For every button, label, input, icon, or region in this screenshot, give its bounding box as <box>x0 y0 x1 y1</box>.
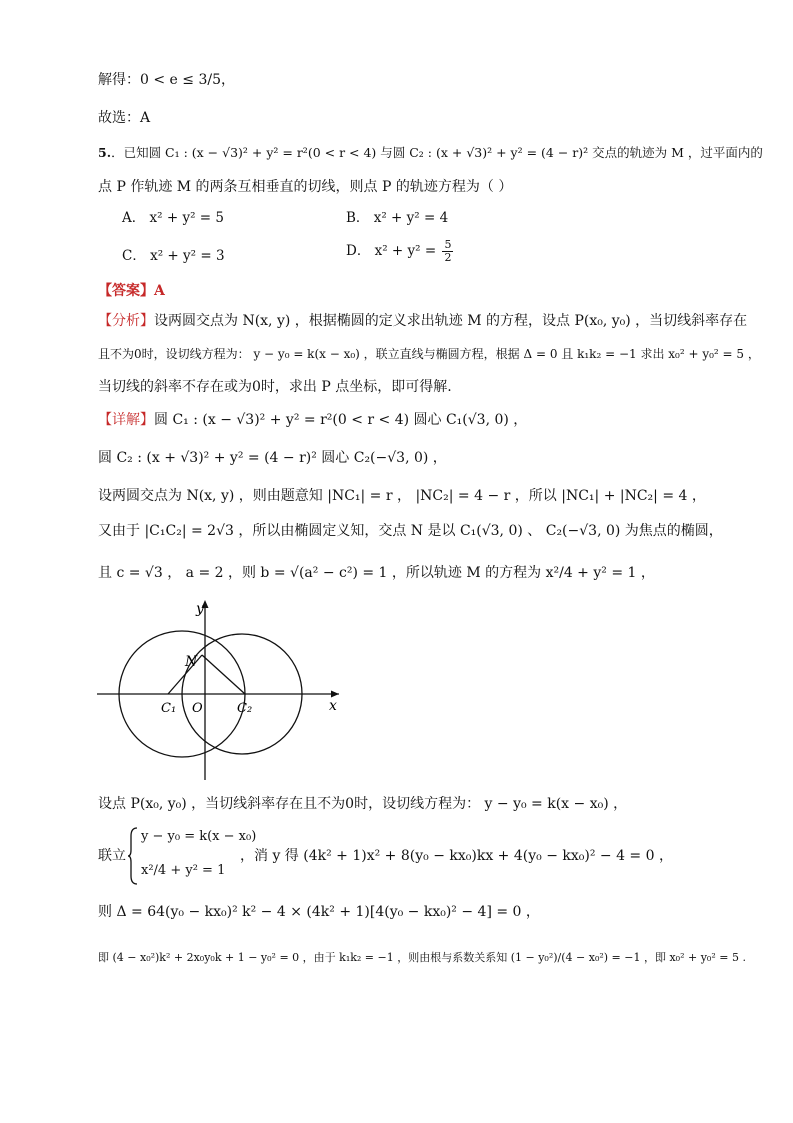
analysis-line-3 <box>98 377 452 397</box>
label-o: O <box>192 701 203 716</box>
detail-line-1 <box>98 410 527 430</box>
option-d-fraction <box>442 239 453 264</box>
label-x: x <box>329 698 337 714</box>
option-a-text: A． x² + y² = 5 <box>122 210 224 226</box>
analysis-text-1: 设两圆交点为 N(x, y) ，根据椭圆的定义求出轨迹 M 的方程，设点 P(x₀, y₀) ，当切线斜率存在 <box>154 313 748 329</box>
detail-text-4: 又由于 |C₁C₂| = 2√3 ，所以由椭圆定义知，交点 N 是以 C₁(√3, 0) 、 C₂(−√3, 0) 为焦点的椭圆， <box>98 523 723 539</box>
option-d-text: D． x² + y² = <box>346 243 437 259</box>
system-eq-2 <box>141 861 225 881</box>
detail-line-7 <box>98 902 540 922</box>
frac-den: 2 <box>444 251 452 264</box>
option-b-text: B． x² + y² = 4 <box>346 210 449 226</box>
label-y: y <box>196 601 204 617</box>
detail-line-3 <box>98 486 706 506</box>
question-text-2: 点 P 作轨迹 M 的两条互相垂直的切线，则点 P 的轨迹方程为（ ） <box>98 179 513 195</box>
choose-line <box>98 108 150 128</box>
x-axis-arrow <box>331 691 339 698</box>
question-text-1: ．已知圆 C₁ : (x − √3)² + y² = r²(0 < r < 4) 与圆 C₂ : (x + √3)² + y² = (4 − r)² 交点的轨迹为 M ，过平面内的 <box>111 145 763 160</box>
detail-text-7: 则 Δ = 64(y₀ − kx₀)² k² − 4 × (4k² + 1)[4(y₀ − kx₀)² − 4] = 0 ， <box>98 904 540 920</box>
system-eq-1 <box>141 827 256 847</box>
detail-line-5 <box>98 563 655 583</box>
brace-icon <box>127 826 139 886</box>
detail-line-2 <box>98 448 447 468</box>
analysis-text-3: 当切线的斜率不存在或为0时，求出 P 点坐标，即可得解. <box>98 379 452 395</box>
system-eq-1-text: y − y₀ = k(x − x₀) <box>141 829 257 844</box>
choose-text: 故选：A <box>98 110 151 126</box>
detail-text-3: 设两圆交点为 N(x, y) ，则由题意知 |NC₁| = r ， |NC₂| = 4 − r ，所以 |NC₁| + |NC₂| = 4 ， <box>98 488 706 504</box>
system-brace <box>127 826 139 886</box>
frac-num: 5 <box>444 238 452 251</box>
system-prefix: 联立 <box>98 848 126 864</box>
question-line-1 <box>98 143 763 163</box>
segment-n-c2 <box>202 655 245 694</box>
system-suffix-line <box>240 846 673 866</box>
detail-text-6: 设点 P(x₀, y₀) ，当切线斜率存在且不为0时，设切线方程为： y − y₀ = k(x − x₀) ， <box>98 796 628 812</box>
detail-tag: 【详解】 <box>98 412 154 428</box>
answer-line <box>98 281 165 301</box>
detail-text-2: 圆 C₂ : (x + √3)² + y² = (4 − r)² 圆心 C₂(−√3, 0) ， <box>98 450 447 466</box>
solve-result-text: 解得：0 < e ≤ 3/5， <box>98 72 235 88</box>
system-eq-2-text: x²/4 + y² = 1 <box>141 863 226 878</box>
analysis-tag: 【分析】 <box>98 313 154 329</box>
question-number: 5. <box>98 145 112 160</box>
option-c <box>122 244 225 264</box>
question-line-2 <box>98 177 512 197</box>
detail-text-1: 圆 C₁ : (x − √3)² + y² = r²(0 < r < 4) 圆心 C₁(√3, 0) ， <box>154 412 528 428</box>
ellipse-construction-figure <box>95 596 355 786</box>
detail-line-6 <box>98 794 627 814</box>
label-c1: C₁ <box>161 701 177 716</box>
detail-line-4 <box>98 521 723 541</box>
analysis-line-1 <box>98 311 747 331</box>
label-n: N <box>185 654 198 670</box>
system-prefix-line <box>98 846 126 866</box>
option-a <box>122 206 224 226</box>
detail-text-5: 且 c = √3 ， a = 2 ，则 b = √(a² − c²) = 1 ，所以轨迹 M 的方程为 x²/4 + y² = 1 ， <box>98 565 655 581</box>
analysis-text-2: 且不为0时，设切线方程为： y − y₀ = k(x − x₀) ，联立直线与椭圆方程，根据 Δ = 0 且 k₁k₂ = −1 求出 x₀² + y₀² = 5 ， <box>98 347 760 361</box>
answer-tag: 【答案】A <box>98 283 165 299</box>
solution-line <box>98 70 235 90</box>
option-b <box>346 206 448 226</box>
option-d <box>346 236 455 266</box>
option-c-text: C． x² + y² = 3 <box>122 248 225 264</box>
detail-line-8 <box>98 948 746 968</box>
system-suffix: ，消 y 得 (4k² + 1)x² + 8(y₀ − kx₀)kx + 4(y₀ − kx₀)² − 4 = 0 ， <box>240 848 673 864</box>
analysis-line-2 <box>98 344 760 364</box>
label-c2: C₂ <box>237 701 253 716</box>
detail-text-8: 即 (4 − x₀²)k² + 2x₀y₀k + 1 − y₀² = 0 ，由于 k₁k₂ = −1 ，则由根与系数关系知 (1 − y₀²)/(4 − x₀²) = −1 ，即 x₀² + y₀² = 5 . <box>98 951 746 964</box>
